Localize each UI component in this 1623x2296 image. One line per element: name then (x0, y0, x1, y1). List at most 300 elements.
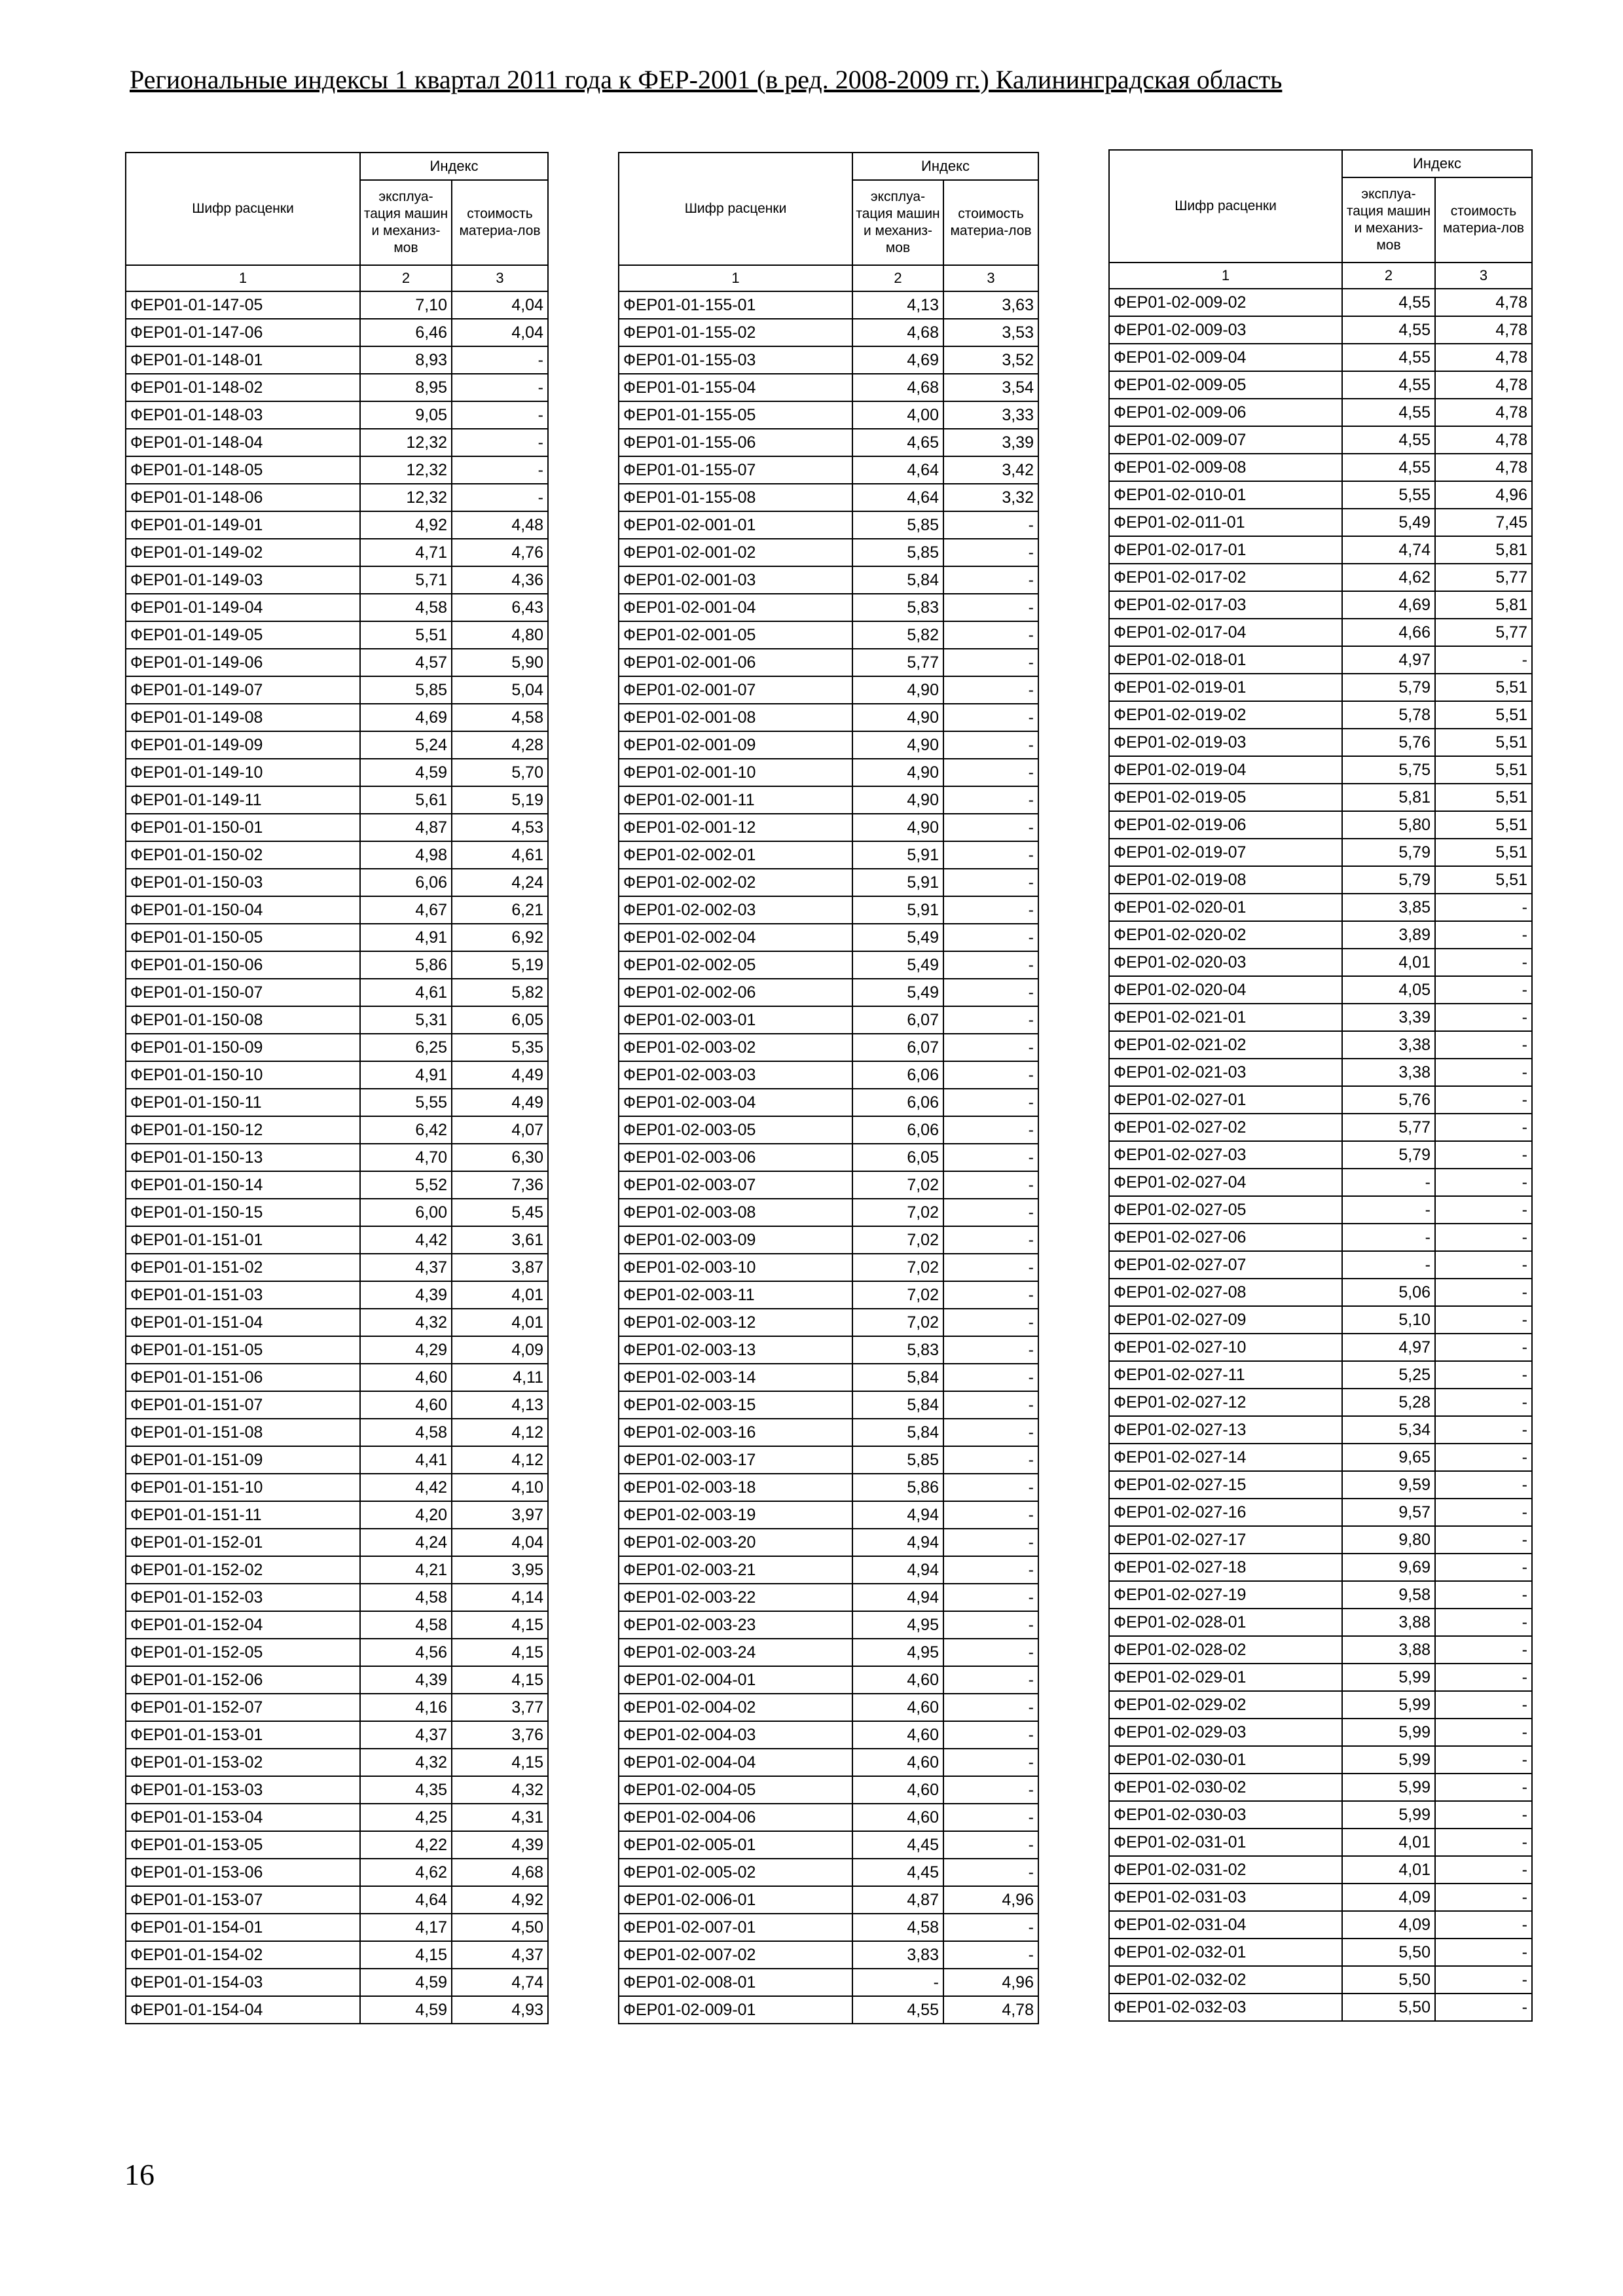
materials-index-cell: - (943, 1666, 1038, 1694)
materials-index-cell: 5,51 (1435, 811, 1532, 839)
table-row (126, 1446, 548, 1474)
machines-index-cell: 4,17 (360, 1914, 452, 1941)
table-row (126, 1529, 548, 1556)
table-row (1109, 1004, 1532, 1031)
machines-index-cell: 4,90 (852, 731, 943, 759)
materials-index-cell: 4,39 (452, 1831, 548, 1859)
materials-index-cell: - (1435, 1911, 1532, 1939)
materials-index-cell: - (1435, 894, 1532, 921)
table-row (126, 1419, 548, 1446)
table-row (1109, 1389, 1532, 1416)
rate-code-cell: ФЕР01-02-002-06 (619, 979, 852, 1006)
materials-index-cell: 4,11 (452, 1364, 548, 1391)
rate-code-cell: ФЕР01-02-004-03 (619, 1721, 852, 1749)
table-row (619, 1419, 1038, 1446)
rate-code-cell: ФЕР01-02-010-01 (1109, 481, 1342, 509)
materials-index-cell: - (943, 1364, 1038, 1391)
column-number-1: 1 (126, 265, 360, 291)
machines-index-cell: 5,99 (1342, 1664, 1435, 1691)
materials-index-cell: - (1435, 1251, 1532, 1279)
header-materials: стоимость материа-лов (1435, 177, 1532, 263)
machines-index-cell: 5,99 (1342, 1801, 1435, 1829)
rate-code-cell: ФЕР01-02-019-03 (1109, 729, 1342, 756)
materials-index-cell: - (943, 896, 1038, 924)
machines-index-cell: 5,85 (360, 676, 452, 704)
rate-code-cell: ФЕР01-02-029-01 (1109, 1664, 1342, 1691)
materials-index-cell: - (943, 1281, 1038, 1309)
materials-index-cell: 4,93 (452, 1996, 548, 2024)
materials-index-cell: 5,51 (1435, 674, 1532, 701)
table-row (1109, 509, 1532, 536)
rate-code-cell: ФЕР01-02-030-02 (1109, 1774, 1342, 1801)
table-row (619, 1529, 1038, 1556)
machines-index-cell: 5,10 (1342, 1306, 1435, 1334)
materials-index-cell: - (1435, 1306, 1532, 1334)
materials-index-cell: - (943, 1254, 1038, 1281)
table-row (619, 786, 1038, 814)
materials-index-cell: - (943, 1199, 1038, 1226)
machines-index-cell: 6,06 (852, 1089, 943, 1116)
rate-code-cell: ФЕР01-01-151-02 (126, 1254, 360, 1281)
rate-code-cell: ФЕР01-02-017-03 (1109, 591, 1342, 619)
table-row (1109, 921, 1532, 949)
materials-index-cell: 3,97 (452, 1501, 548, 1529)
rate-code-cell: ФЕР01-02-002-04 (619, 924, 852, 951)
table-row (619, 1501, 1038, 1529)
table-row (126, 291, 548, 319)
machines-index-cell: 4,64 (852, 484, 943, 511)
machines-index-cell: 6,00 (360, 1199, 452, 1226)
rate-code-cell: ФЕР01-02-031-02 (1109, 1856, 1342, 1884)
table-row (619, 484, 1038, 511)
machines-index-cell: 5,28 (1342, 1389, 1435, 1416)
rate-code-cell: ФЕР01-01-154-01 (126, 1914, 360, 1941)
rate-code-cell: ФЕР01-02-003-20 (619, 1529, 852, 1556)
table-row (619, 731, 1038, 759)
materials-index-cell: - (943, 951, 1038, 979)
machines-index-cell: 9,05 (360, 401, 452, 429)
table-row (619, 649, 1038, 676)
header-materials: стоимость материа-лов (452, 180, 548, 265)
table-row (1109, 1279, 1532, 1306)
table-row (1109, 1801, 1532, 1829)
machines-index-cell: 4,62 (1342, 564, 1435, 591)
column-number-2: 2 (1342, 263, 1435, 289)
machines-index-cell: 4,90 (852, 676, 943, 704)
rate-code-cell: ФЕР01-02-002-02 (619, 869, 852, 896)
rate-code-cell: ФЕР01-01-149-02 (126, 539, 360, 566)
table-row (1109, 371, 1532, 399)
table-row (619, 594, 1038, 621)
machines-index-cell: 5,84 (852, 566, 943, 594)
table-row (126, 1694, 548, 1721)
machines-index-cell: 4,55 (1342, 426, 1435, 454)
table-row (126, 456, 548, 484)
table-row (126, 1804, 548, 1831)
rate-code-cell: ФЕР01-01-150-15 (126, 1199, 360, 1226)
rate-code-cell: ФЕР01-01-150-12 (126, 1116, 360, 1144)
machines-index-cell: 3,88 (1342, 1609, 1435, 1636)
materials-index-cell: 4,14 (452, 1584, 548, 1611)
materials-index-cell: 5,70 (452, 759, 548, 786)
rate-code-cell: ФЕР01-01-150-09 (126, 1034, 360, 1061)
table-row (619, 1721, 1038, 1749)
table-row (126, 676, 548, 704)
rate-code-cell: ФЕР01-02-001-02 (619, 539, 852, 566)
table-row (619, 1446, 1038, 1474)
machines-index-cell: 4,95 (852, 1639, 943, 1666)
rate-code-cell: ФЕР01-01-148-01 (126, 346, 360, 374)
rate-code-cell: ФЕР01-01-153-02 (126, 1749, 360, 1776)
rate-code-cell: ФЕР01-01-148-04 (126, 429, 360, 456)
table-row (619, 1749, 1038, 1776)
rate-code-cell: ФЕР01-02-017-04 (1109, 619, 1342, 646)
materials-index-cell: 3,77 (452, 1694, 548, 1721)
table-row (126, 319, 548, 346)
table-row (1109, 976, 1532, 1004)
rate-code-cell: ФЕР01-02-006-01 (619, 1886, 852, 1914)
materials-index-cell: - (1435, 1554, 1532, 1581)
machines-index-cell: 12,32 (360, 484, 452, 511)
rate-code-cell: ФЕР01-02-028-02 (1109, 1636, 1342, 1664)
machines-index-cell: 5,85 (852, 1446, 943, 1474)
rate-code-cell: ФЕР01-01-152-02 (126, 1556, 360, 1584)
machines-index-cell: 4,68 (852, 319, 943, 346)
materials-index-cell: 4,10 (452, 1474, 548, 1501)
materials-index-cell: 3,87 (452, 1254, 548, 1281)
table-row (1109, 591, 1532, 619)
materials-index-cell: 6,21 (452, 896, 548, 924)
table-row (619, 456, 1038, 484)
table-row (126, 1996, 548, 2024)
table-body (619, 291, 1038, 2024)
materials-index-cell: - (943, 621, 1038, 649)
table-row (126, 1556, 548, 1584)
table-row (126, 1969, 548, 1996)
machines-index-cell: 3,38 (1342, 1059, 1435, 1086)
table-row (1109, 1554, 1532, 1581)
materials-index-cell: 5,51 (1435, 729, 1532, 756)
materials-index-cell: - (943, 1859, 1038, 1886)
machines-index-cell: 5,50 (1342, 1966, 1435, 1994)
rate-code-cell: ФЕР01-01-148-05 (126, 456, 360, 484)
rate-code-cell: ФЕР01-01-150-08 (126, 1006, 360, 1034)
materials-index-cell: 3,95 (452, 1556, 548, 1584)
rate-code-cell: ФЕР01-01-153-05 (126, 1831, 360, 1859)
machines-index-cell: 5,49 (852, 979, 943, 1006)
machines-index-cell: 4,01 (1342, 1856, 1435, 1884)
rate-code-cell: ФЕР01-01-153-07 (126, 1886, 360, 1914)
rate-code-cell: ФЕР01-02-003-03 (619, 1061, 852, 1089)
rate-code-cell: ФЕР01-02-027-05 (1109, 1196, 1342, 1224)
materials-index-cell: - (943, 1171, 1038, 1199)
machines-index-cell: 4,57 (360, 649, 452, 676)
table-row (1109, 646, 1532, 674)
table-row (1109, 839, 1532, 866)
table-row (126, 374, 548, 401)
table-row (1109, 1829, 1532, 1856)
table-row (619, 1116, 1038, 1144)
rate-code-cell: ФЕР01-01-153-06 (126, 1859, 360, 1886)
table-row (619, 1996, 1038, 2024)
materials-index-cell: 4,12 (452, 1446, 548, 1474)
table-row (619, 1941, 1038, 1969)
machines-index-cell: 4,35 (360, 1776, 452, 1804)
materials-index-cell: 5,51 (1435, 866, 1532, 894)
table-row (619, 704, 1038, 731)
materials-index-cell: - (1435, 1636, 1532, 1664)
rate-code-cell: ФЕР01-02-003-13 (619, 1336, 852, 1364)
materials-index-cell: - (1435, 1086, 1532, 1114)
materials-index-cell: - (1435, 1334, 1532, 1361)
materials-index-cell: - (943, 1914, 1038, 1941)
materials-index-cell: 7,45 (1435, 509, 1532, 536)
materials-index-cell: 4,31 (452, 1804, 548, 1831)
machines-index-cell: 4,64 (852, 456, 943, 484)
machines-index-cell: 5,79 (1342, 674, 1435, 701)
materials-index-cell: 4,01 (452, 1309, 548, 1336)
rate-code-cell: ФЕР01-01-149-04 (126, 594, 360, 621)
table-row (1109, 674, 1532, 701)
rate-code-cell: ФЕР01-02-027-17 (1109, 1526, 1342, 1554)
machines-index-cell: 9,58 (1342, 1581, 1435, 1609)
machines-index-cell: 5,24 (360, 731, 452, 759)
rate-code-cell: ФЕР01-01-153-01 (126, 1721, 360, 1749)
machines-index-cell: 5,77 (1342, 1114, 1435, 1141)
table-row (1109, 756, 1532, 784)
materials-index-cell: 4,50 (452, 1914, 548, 1941)
rate-code-cell: ФЕР01-02-031-03 (1109, 1884, 1342, 1911)
materials-index-cell: - (1435, 1829, 1532, 1856)
machines-index-cell: 4,90 (852, 814, 943, 841)
rate-code-cell: ФЕР01-02-019-08 (1109, 866, 1342, 894)
rate-code-cell: ФЕР01-01-155-06 (619, 429, 852, 456)
rate-code-cell: ФЕР01-02-005-01 (619, 1831, 852, 1859)
materials-index-cell: 5,04 (452, 676, 548, 704)
materials-index-cell: 5,82 (452, 979, 548, 1006)
materials-index-cell: 3,33 (943, 401, 1038, 429)
table-row (1109, 1196, 1532, 1224)
materials-index-cell: 4,92 (452, 1886, 548, 1914)
machines-index-cell: 5,49 (852, 924, 943, 951)
materials-index-cell: - (943, 594, 1038, 621)
table-row (126, 1391, 548, 1419)
header-code: Шифр расценки (126, 153, 360, 265)
materials-index-cell: - (943, 1556, 1038, 1584)
table-row (1109, 866, 1532, 894)
table-row (619, 1886, 1038, 1914)
machines-index-cell: 6,05 (852, 1144, 943, 1171)
materials-index-cell: 5,19 (452, 786, 548, 814)
materials-index-cell: - (452, 374, 548, 401)
materials-index-cell: 4,15 (452, 1639, 548, 1666)
table-row (619, 1831, 1038, 1859)
machines-index-cell: 4,29 (360, 1336, 452, 1364)
materials-index-cell: 4,78 (1435, 371, 1532, 399)
table-row (619, 1639, 1038, 1666)
header-code: Шифр расценки (1109, 150, 1342, 263)
materials-index-cell: - (943, 1639, 1038, 1666)
rate-code-cell: ФЕР01-02-009-05 (1109, 371, 1342, 399)
machines-index-cell: 4,41 (360, 1446, 452, 1474)
materials-index-cell: - (1435, 1224, 1532, 1251)
rate-code-cell: ФЕР01-02-032-02 (1109, 1966, 1342, 1994)
materials-index-cell: - (1435, 1031, 1532, 1059)
rate-code-cell: ФЕР01-01-149-06 (126, 649, 360, 676)
machines-index-cell: 5,84 (852, 1419, 943, 1446)
materials-index-cell: - (1435, 1114, 1532, 1141)
materials-index-cell: 3,63 (943, 291, 1038, 319)
materials-index-cell: - (1435, 1994, 1532, 2021)
machines-index-cell: 9,80 (1342, 1526, 1435, 1554)
table-row (619, 1061, 1038, 1089)
rate-code-cell: ФЕР01-01-152-01 (126, 1529, 360, 1556)
machines-index-cell: 4,20 (360, 1501, 452, 1529)
machines-index-cell: 5,52 (360, 1171, 452, 1199)
table-row (126, 1336, 548, 1364)
rate-code-cell: ФЕР01-02-027-10 (1109, 1334, 1342, 1361)
machines-index-cell: 5,86 (360, 951, 452, 979)
rate-code-cell: ФЕР01-01-151-04 (126, 1309, 360, 1336)
materials-index-cell: 4,78 (1435, 454, 1532, 481)
materials-index-cell: 3,61 (452, 1226, 548, 1254)
materials-index-cell: 4,28 (452, 731, 548, 759)
materials-index-cell: - (943, 1721, 1038, 1749)
table-row (1109, 1636, 1532, 1664)
rate-code-cell: ФЕР01-02-002-05 (619, 951, 852, 979)
materials-index-cell: - (943, 649, 1038, 676)
rate-code-cell: ФЕР01-02-027-15 (1109, 1471, 1342, 1499)
materials-index-cell: - (943, 786, 1038, 814)
materials-index-cell: - (1435, 1444, 1532, 1471)
machines-index-cell: 4,09 (1342, 1911, 1435, 1939)
rate-code-cell: ФЕР01-01-155-04 (619, 374, 852, 401)
machines-index-cell: 5,83 (852, 1336, 943, 1364)
rate-code-cell: ФЕР01-02-027-01 (1109, 1086, 1342, 1114)
materials-index-cell: 5,77 (1435, 564, 1532, 591)
materials-index-cell: - (1435, 1004, 1532, 1031)
machines-index-cell: 4,37 (360, 1721, 452, 1749)
rate-code-cell: ФЕР01-01-152-03 (126, 1584, 360, 1611)
materials-index-cell: - (1435, 949, 1532, 976)
table-row (126, 731, 548, 759)
machines-index-cell: 7,02 (852, 1309, 943, 1336)
table-row (1109, 1719, 1532, 1746)
machines-index-cell: 5,77 (852, 649, 943, 676)
rate-code-cell: ФЕР01-01-150-10 (126, 1061, 360, 1089)
machines-index-cell: - (1342, 1251, 1435, 1279)
rate-code-cell: ФЕР01-02-028-01 (1109, 1609, 1342, 1636)
materials-index-cell: - (943, 1804, 1038, 1831)
rate-code-cell: ФЕР01-02-019-06 (1109, 811, 1342, 839)
materials-index-cell: 4,78 (943, 1996, 1038, 2024)
machines-index-cell: 4,55 (1342, 399, 1435, 426)
header-materials: стоимость материа-лов (943, 180, 1038, 265)
materials-index-cell: - (943, 1006, 1038, 1034)
materials-index-cell: - (943, 1116, 1038, 1144)
rate-code-cell: ФЕР01-02-004-05 (619, 1776, 852, 1804)
materials-index-cell: 4,32 (452, 1776, 548, 1804)
table-row (126, 951, 548, 979)
materials-index-cell: 3,42 (943, 456, 1038, 484)
materials-index-cell: 5,19 (452, 951, 548, 979)
materials-index-cell: - (943, 1419, 1038, 1446)
machines-index-cell: 5,83 (852, 594, 943, 621)
table-row (126, 1831, 548, 1859)
table-row (126, 346, 548, 374)
machines-index-cell: 4,74 (1342, 536, 1435, 564)
table-row (619, 979, 1038, 1006)
machines-index-cell: 6,46 (360, 319, 452, 346)
table-row (1109, 1334, 1532, 1361)
rate-code-cell: ФЕР01-02-017-02 (1109, 564, 1342, 591)
materials-index-cell: - (1435, 1609, 1532, 1636)
rate-code-cell: ФЕР01-02-009-02 (1109, 289, 1342, 316)
materials-index-cell: 5,51 (1435, 701, 1532, 729)
machines-index-cell: 3,85 (1342, 894, 1435, 921)
machines-index-cell: 4,87 (852, 1886, 943, 1914)
machines-index-cell: 4,13 (852, 291, 943, 319)
table-row (1109, 316, 1532, 344)
machines-index-cell: 5,61 (360, 786, 452, 814)
machines-index-cell: 3,38 (1342, 1031, 1435, 1059)
machines-index-cell: 4,94 (852, 1501, 943, 1529)
materials-index-cell: - (943, 1474, 1038, 1501)
table-row (126, 759, 548, 786)
rate-code-cell: ФЕР01-01-153-03 (126, 1776, 360, 1804)
column-number-3: 3 (452, 265, 548, 291)
machines-index-cell: 5,55 (1342, 481, 1435, 509)
machines-index-cell: 9,65 (1342, 1444, 1435, 1471)
materials-index-cell: - (943, 1089, 1038, 1116)
table-row (619, 841, 1038, 869)
table-row (619, 869, 1038, 896)
machines-index-cell: 4,39 (360, 1281, 452, 1309)
machines-index-cell: 3,89 (1342, 921, 1435, 949)
column-number-1: 1 (619, 265, 852, 291)
machines-index-cell: 5,99 (1342, 1746, 1435, 1774)
machines-index-cell: 4,32 (360, 1749, 452, 1776)
rate-code-cell: ФЕР01-01-152-07 (126, 1694, 360, 1721)
rate-code-cell: ФЕР01-02-020-04 (1109, 976, 1342, 1004)
machines-index-cell: 4,67 (360, 896, 452, 924)
materials-index-cell: - (943, 869, 1038, 896)
table-row (619, 924, 1038, 951)
table-row (1109, 619, 1532, 646)
table-row (126, 1226, 548, 1254)
machines-index-cell: 4,01 (1342, 1829, 1435, 1856)
rate-code-cell: ФЕР01-02-001-10 (619, 759, 852, 786)
materials-index-cell: - (943, 1144, 1038, 1171)
materials-index-cell: - (943, 1611, 1038, 1639)
machines-index-cell: 5,55 (360, 1089, 452, 1116)
materials-index-cell: - (943, 1584, 1038, 1611)
table-row (1109, 399, 1532, 426)
machines-index-cell: 4,95 (852, 1611, 943, 1639)
materials-index-cell: - (452, 456, 548, 484)
table-row (619, 1254, 1038, 1281)
table-row (619, 1199, 1038, 1226)
materials-index-cell: - (943, 1226, 1038, 1254)
rate-code-cell: ФЕР01-02-027-19 (1109, 1581, 1342, 1609)
table-body (126, 291, 548, 2024)
rate-code-cell: ФЕР01-02-003-15 (619, 1391, 852, 1419)
machines-index-cell: 4,60 (852, 1776, 943, 1804)
column-number-3: 3 (1435, 263, 1532, 289)
materials-index-cell: - (1435, 1526, 1532, 1554)
machines-index-cell: 6,06 (852, 1061, 943, 1089)
page-title: Региональные индексы 1 квартал 2011 года к ФЕР-2001 (в ред. 2008-2009 гг.) Калининградская область (130, 65, 1283, 94)
